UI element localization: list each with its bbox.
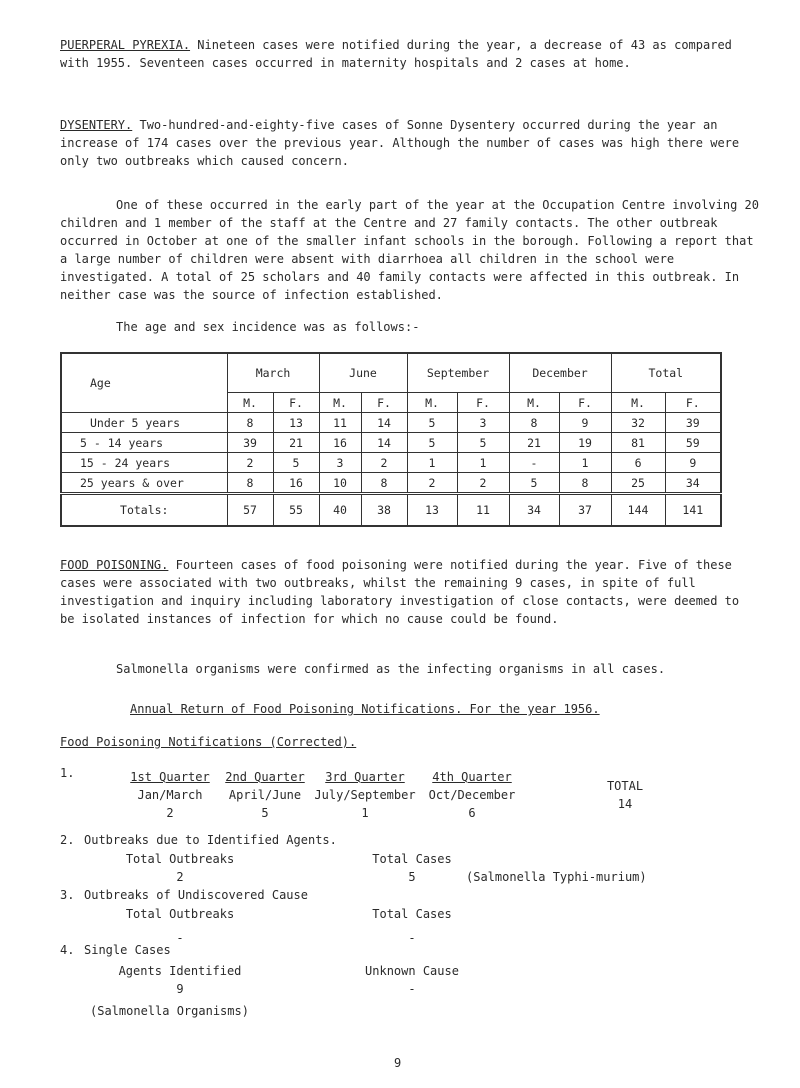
food-poisoning-paragraph <box>60 556 760 628</box>
sex-header: M. <box>227 393 273 413</box>
stat-label: Total Cases <box>372 907 452 921</box>
period-header: Total <box>611 353 721 393</box>
table-cell: 11 <box>457 494 509 527</box>
table-cell: 25 <box>611 473 665 494</box>
total-value: 14 <box>617 797 633 811</box>
table-cell: 8 <box>227 413 273 433</box>
quarter-months: Jan/March <box>137 788 203 802</box>
quarter-value: 5 <box>261 806 269 820</box>
dysentery-text: Two-hundred-and-eighty-five cases of Sonne Dysentery occurred during the year an increase of 174 cases over the previous year. Although the number of cases was high there were only two outbreaks which caused concern. <box>60 118 740 168</box>
section-number: 4. <box>60 943 75 957</box>
table-cell: 9 <box>665 453 721 473</box>
quarter-value: 6 <box>468 806 476 820</box>
dysentery-heading: DYSENTERY. <box>60 118 133 132</box>
table-cell: 3 <box>319 453 361 473</box>
table-row <box>61 473 721 494</box>
total-label: TOTAL <box>606 779 644 793</box>
quarter-label: 2nd Quarter <box>225 770 305 784</box>
table-cell: 10 <box>319 473 361 494</box>
annual-return-title: Annual Return of Food Poisoning Notifications. For the year 1956. <box>130 702 600 716</box>
total-column <box>580 777 670 813</box>
section-title: Outbreaks of Undiscovered Cause <box>84 888 308 902</box>
quarter-column <box>300 768 430 822</box>
table-cell: 5 <box>457 433 509 453</box>
table-cell: 1 <box>407 453 457 473</box>
page-number: 9 <box>394 1056 402 1070</box>
agent-note: (Salmonella Typhi-murium) <box>466 870 647 884</box>
table-cell: 34 <box>665 473 721 494</box>
stat-column <box>100 850 260 886</box>
puerperal-paragraph <box>60 36 760 72</box>
table-cell: 8 <box>509 413 559 433</box>
sex-header: M. <box>319 393 361 413</box>
table-cell: 9 <box>559 413 611 433</box>
stat-value: 2 <box>176 870 184 884</box>
period-header: March <box>227 353 319 393</box>
sex-header: M. <box>509 393 559 413</box>
puerperal-heading: PUERPERAL PYREXIA. <box>60 38 191 52</box>
quarter-column <box>412 768 532 822</box>
stat-value: - <box>408 931 416 945</box>
stat-value: - <box>176 931 184 945</box>
quarter-label: 4th Quarter <box>432 770 512 784</box>
stat-value: 9 <box>176 982 184 996</box>
incidence-table <box>60 352 722 527</box>
sex-header: M. <box>611 393 665 413</box>
period-header: September <box>407 353 509 393</box>
table-cell: 57 <box>227 494 273 527</box>
table-cell: 40 <box>319 494 361 527</box>
dysentery-paragraph <box>60 116 760 170</box>
table-cell: 2 <box>407 473 457 494</box>
table-cell: 37 <box>559 494 611 527</box>
table-cell: 1 <box>559 453 611 473</box>
period-header: December <box>509 353 611 393</box>
table-cell: 34 <box>509 494 559 527</box>
quarter-value: 2 <box>166 806 174 820</box>
table-cell: 32 <box>611 413 665 433</box>
table-cell: 2 <box>457 473 509 494</box>
table-cell: 3 <box>457 413 509 433</box>
table-cell: 39 <box>227 433 273 453</box>
table-cell: 8 <box>361 473 407 494</box>
table-cell: 8 <box>559 473 611 494</box>
table-cell: 141 <box>665 494 721 527</box>
table-row <box>61 433 721 453</box>
quarter-months: April/June <box>228 788 302 802</box>
sex-header: F. <box>457 393 509 413</box>
age-cell: Under 5 years <box>61 413 227 433</box>
table-cell: 14 <box>361 433 407 453</box>
quarter-months: Oct/December <box>428 788 516 802</box>
table-cell: 81 <box>611 433 665 453</box>
table-cell: 55 <box>273 494 319 527</box>
stat-label: Total Outbreaks <box>125 907 235 921</box>
outbreaks-paragraph: One of these occurred in the early part of the year at the Occupation Centre involving 20 children and 1 member of the staff at the Centre and 27 family contacts. The other outbreak occurred in October at one of the smaller infant schools in the borough. Following a report that a large number of children were absent with diarrhoea all children in the school were investigated. A total of 25 scholars and 40 family contacts were affected in this outbreak. In neither case was the source of infection established. <box>60 198 759 302</box>
quarter-label: 3rd Quarter <box>325 770 405 784</box>
stat-label: Total Cases <box>372 852 452 866</box>
food-poisoning-text: Fourteen cases of food poisoning were notified during the year. Five of these cases were associated with two outbreaks, whilst the remaining 9 cases, in spite of full investigation and inquiry including laboratory investigation of close contacts, were deemed to be isolated instances of infection for which no cause could be found. <box>60 558 740 626</box>
table-cell: 16 <box>319 433 361 453</box>
stat-value: - <box>408 982 416 996</box>
table-row <box>61 453 721 473</box>
totals-label: Totals: <box>61 494 227 527</box>
table-cell: 5 <box>407 413 457 433</box>
section-number: 3. <box>60 888 75 902</box>
age-cell: 5 - 14 years <box>61 433 227 453</box>
sex-header: F. <box>273 393 319 413</box>
stat-column <box>342 905 482 947</box>
table-cell: 5 <box>407 433 457 453</box>
puerperal-text: Nineteen cases were notified during the year, a decrease of 43 as compared with 1955. Seventeen cases occurred in maternity hospitals and 2 cases at home. <box>60 38 732 70</box>
incidence-intro: The age and sex incidence was as follows:- <box>116 320 420 334</box>
table-cell: 21 <box>509 433 559 453</box>
stat-column <box>342 850 482 886</box>
food-poisoning-heading: FOOD POISONING. <box>60 558 169 572</box>
section-title: Outbreaks due to Identified Agents. <box>84 833 337 847</box>
notifications-title: Food Poisoning Notifications (Corrected). <box>60 735 357 749</box>
table-cell: 13 <box>273 413 319 433</box>
table-cell: 5 <box>509 473 559 494</box>
age-cell: 25 years & over <box>61 473 227 494</box>
table-cell: 5 <box>273 453 319 473</box>
sex-header: F. <box>665 393 721 413</box>
sex-header: M. <box>407 393 457 413</box>
table-cell: 2 <box>361 453 407 473</box>
table-cell: 39 <box>665 413 721 433</box>
table-cell: 14 <box>361 413 407 433</box>
totals-row <box>61 494 721 527</box>
agent-note: (Salmonella Organisms) <box>90 1004 249 1018</box>
table-cell: 21 <box>273 433 319 453</box>
table-cell: 59 <box>665 433 721 453</box>
stat-label: Agents Identified <box>118 964 242 978</box>
section-title: Single Cases <box>84 943 171 957</box>
table-cell: 1 <box>457 453 509 473</box>
age-cell: 15 - 24 years <box>61 453 227 473</box>
section-number: 1. <box>60 766 75 780</box>
sex-header: F. <box>559 393 611 413</box>
sex-header: F. <box>361 393 407 413</box>
quarter-label: 1st Quarter <box>130 770 210 784</box>
quarter-months: July/September <box>314 788 416 802</box>
table-cell: 144 <box>611 494 665 527</box>
stat-label: Unknown Cause <box>365 964 459 978</box>
table-cell: 11 <box>319 413 361 433</box>
table-cell: 38 <box>361 494 407 527</box>
salmonella-paragraph: Salmonella organisms were confirmed as the infecting organisms in all cases. <box>116 662 666 676</box>
stat-column <box>100 962 260 998</box>
age-header: Age <box>61 353 227 413</box>
table-cell: 6 <box>611 453 665 473</box>
table-row <box>61 413 721 433</box>
stat-value: 5 <box>408 870 416 884</box>
table-cell: 16 <box>273 473 319 494</box>
section-number: 2. <box>60 833 75 847</box>
stat-label: Total Outbreaks <box>125 852 235 866</box>
table-cell: - <box>509 453 559 473</box>
quarter-value: 1 <box>361 806 369 820</box>
period-header: June <box>319 353 407 393</box>
table-cell: 13 <box>407 494 457 527</box>
table-cell: 2 <box>227 453 273 473</box>
table-cell: 19 <box>559 433 611 453</box>
table-cell: 8 <box>227 473 273 494</box>
stat-column <box>342 962 482 998</box>
